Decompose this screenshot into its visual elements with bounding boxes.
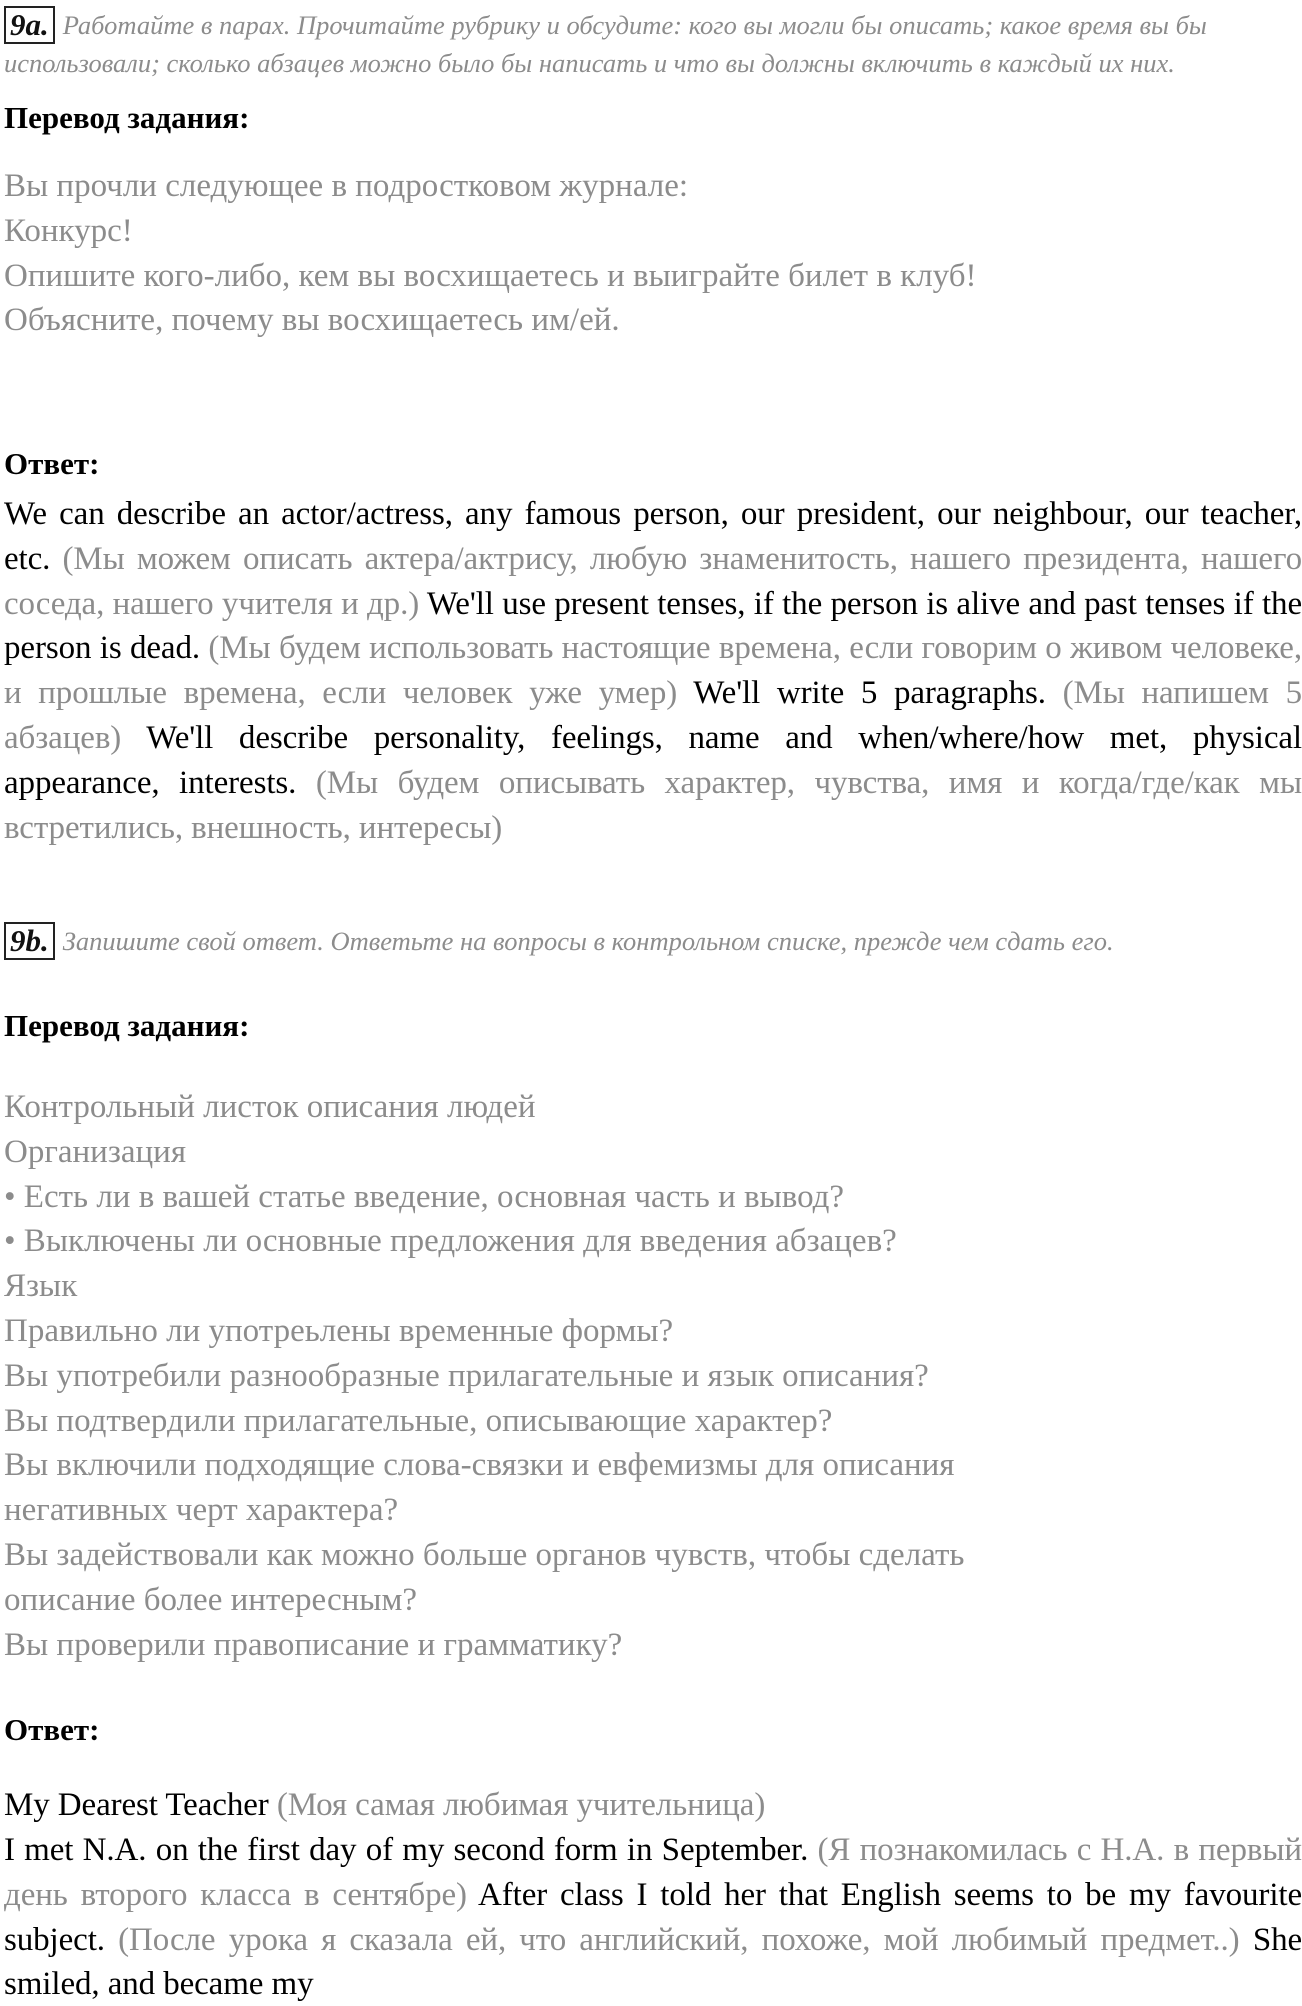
answer-heading-9b: Ответ: <box>4 1712 100 1747</box>
translation-line: • Выключены ли основные предложения для введения абзацев? <box>4 1223 897 1260</box>
translation-line: Конкурс! <box>4 212 133 249</box>
translation-line: Правильно ли употреьлены временные формы? <box>4 1312 674 1349</box>
translation-line: Вы употребили разнообразные прилагательные и язык описания? <box>4 1357 929 1394</box>
answer-segment-ru: (Мы будем описывать характер, чувства, имя и когда/где/как мы встретились, внешность, интересы) <box>4 764 1302 846</box>
answer-segment-en: We'll write 5 paragraphs. <box>693 675 1046 712</box>
task-label-9b: 9b. <box>4 922 55 960</box>
translation-line: описание более интересным? <box>4 1581 417 1618</box>
translation-line: Вы подтвердили прилагательные, описывающие характер? <box>4 1402 833 1439</box>
translation-heading-9b: Перевод задания: <box>4 1008 250 1043</box>
answer-9a <box>4 492 1302 850</box>
task-9b-instruction-block <box>4 922 1298 960</box>
task-9a-instruction: Работайте в парах. Прочитайте рубрику и обсудите: кого вы могли бы описать; какое время вы бы использовали; сколько абзацев можно было бы написать и что вы должны включить в каждый их них. <box>4 10 1207 78</box>
answer-segment-en: We can describe an actor/actress, any famous person, our president, our neighbour, our teacher, etc. <box>4 496 1302 577</box>
task-9b-instruction: Запишите свой ответ. Ответьте на вопросы в контрольном списке, прежде чем сдать его. <box>62 926 1114 956</box>
answer-segment-en: We'll describe personality, feelings, name and when/where/how met, physical appearance, interests. <box>4 719 1302 801</box>
answer-segment-ru: (Мы можем описать актера/актрису, любую знаменитость, нашего президента, нашего соседа, нашего учителя и др.) <box>4 540 1302 622</box>
answer-segment-en: She smiled, and became my <box>4 1921 1302 2003</box>
translation-line: Язык <box>4 1268 78 1305</box>
translation-line: Вы включили подходящие слова-связки и евфемизмы для описания <box>4 1447 955 1484</box>
answer-9b-title <box>4 1783 1302 1828</box>
answer-9b <box>4 1828 1302 2006</box>
translation-line: Вы проверили правописание и грамматику? <box>4 1626 623 1663</box>
answer-heading-9a: Ответ: <box>4 446 100 481</box>
answer-segment-ru: (Мы будем использовать настоящие времена, если говорим о живом человеке, и прошлые времена, если человек уже умер) <box>4 630 1302 712</box>
translation-9a <box>4 164 1298 343</box>
answer-title-ru: (Моя самая любимая учительница) <box>276 1787 766 1823</box>
translation-line: Вы задействовали как можно больше органов чувств, чтобы сделать <box>4 1536 965 1573</box>
translation-line: Вы прочли следующее в подростковом журнале: <box>4 168 689 204</box>
answer-segment-en: We'll use present tenses, if the person is alive and past tenses if the person is dead. <box>4 585 1302 667</box>
translation-heading-9a: Перевод задания: <box>4 100 250 135</box>
translation-line: Контрольный листок описания людей <box>4 1089 536 1125</box>
answer-title-en: My Dearest Teacher <box>4 1787 269 1823</box>
task-9a-instruction-block <box>4 6 1298 82</box>
answer-segment-en: I met N.A. on the first day of my second form in September. <box>4 1832 809 1868</box>
translation-line: • Есть ли в вашей статье введение, основная часть и вывод? <box>4 1178 845 1215</box>
translation-line: Организация <box>4 1133 187 1170</box>
task-label-9a: 9a. <box>4 6 55 44</box>
answer-segment-ru: (После урока я сказала ей, что английский, похоже, мой любимый предмет..) <box>118 1921 1240 1958</box>
translation-line: Объясните, почему вы восхищаетесь им/ей. <box>4 302 620 339</box>
translation-9b <box>4 1085 1298 1667</box>
answer-segment-en: After class I told her that English seems to be my favourite subject. <box>4 1876 1302 1958</box>
translation-line: негативных черт характера? <box>4 1492 399 1529</box>
answer-segment-ru: (Я познакомилась с Н.А. в первый день второго класса в сентябре) <box>4 1832 1302 1913</box>
translation-line: Опишите кого-либо, кем вы восхищаетесь и выиграйте билет в клуб! <box>4 257 977 294</box>
answer-segment-ru: (Мы напишем 5 абзацев) <box>4 675 1302 756</box>
